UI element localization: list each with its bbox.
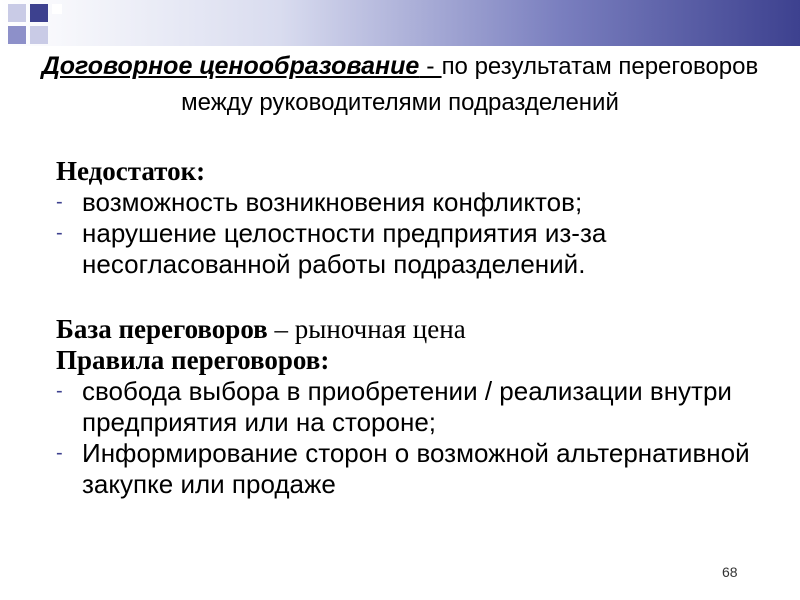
list-item: - возможность возникновения конфликтов; <box>56 187 756 218</box>
decor-square <box>30 4 48 22</box>
title-separator: - <box>419 52 442 80</box>
list-item: - свобода выбора в приобретении / реализации внутри предприятия или на стороне; <box>56 376 756 438</box>
negotiation-base <box>56 314 756 345</box>
list-item: - Информирование сторон о возможной альтернативной закупке или продаже <box>56 438 756 500</box>
drawbacks-list <box>56 187 756 280</box>
page-number: 68 <box>722 564 738 580</box>
drawbacks-heading: Недостаток: <box>56 156 206 186</box>
decor-square <box>30 26 48 44</box>
rules-heading: Правила переговоров: <box>56 345 330 375</box>
header-band <box>0 0 800 46</box>
spacer <box>56 280 756 314</box>
title-rest: по результатам переговоров между руководителями подразделений <box>181 53 759 116</box>
title-main: Договорное ценообразование <box>41 52 420 80</box>
negotiation-base-label: База переговоров <box>56 314 268 344</box>
slide-body <box>56 156 756 500</box>
negotiation-base-value: – рыночная цена <box>267 314 466 344</box>
slide-title <box>40 48 760 121</box>
rules-list <box>56 376 756 500</box>
decor-square <box>52 4 62 14</box>
decor-square <box>8 26 26 44</box>
decor-square <box>8 4 26 22</box>
list-item: - нарушение целостности предприятия из-за несогласованной работы подразделений. <box>56 218 756 280</box>
